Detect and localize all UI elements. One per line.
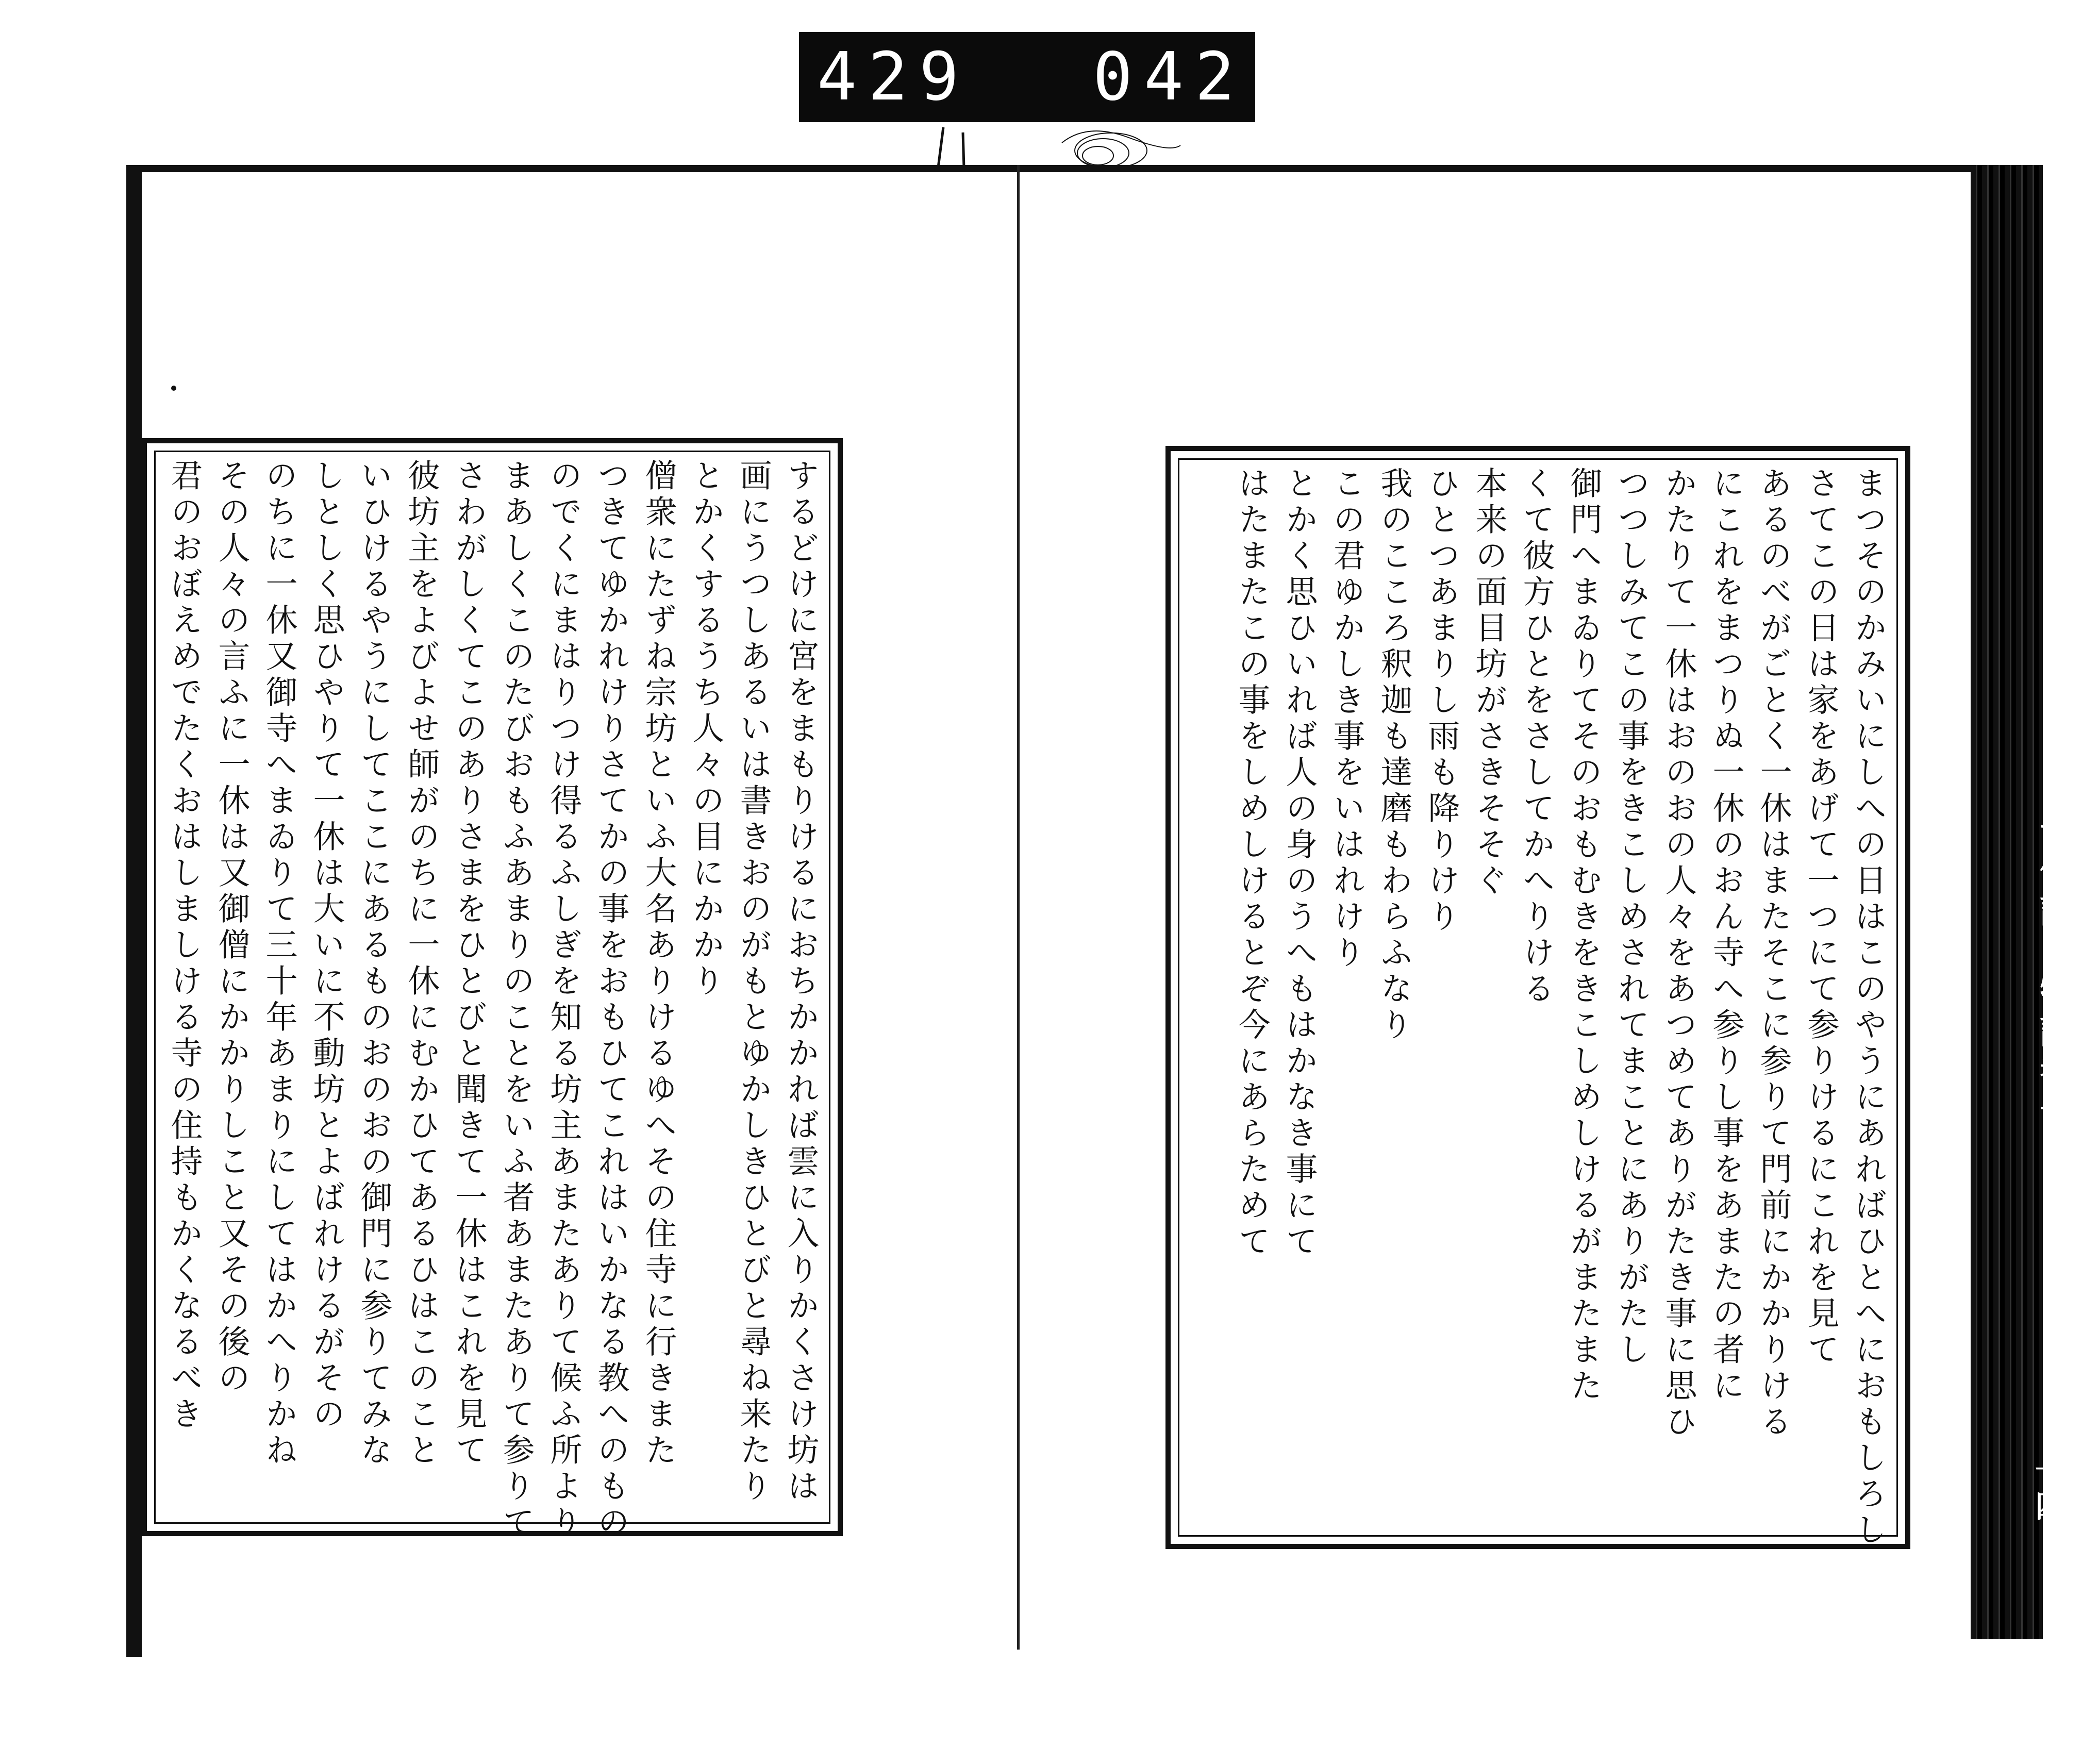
text-column: するどけに宮をまもりけるにおちかかれば雲に入りかくさけ坊は bbox=[782, 459, 820, 1505]
ink-speck bbox=[171, 386, 176, 391]
text-column: 君のおぼえめでたくおはしましける寺の住持もかくなるべき bbox=[165, 459, 203, 1433]
text-column: のでくにまはりつけ得るふしぎを知る坊主あまたありて候ふ所より bbox=[545, 459, 582, 1541]
left-columns bbox=[160, 459, 824, 1541]
left-text-frame bbox=[142, 438, 843, 1541]
book-spread bbox=[126, 165, 2077, 1650]
text-column: くて彼方ひとをさしてかへりける bbox=[1518, 467, 1555, 1008]
right-hanshin-title: 一休諸国物語巻一 bbox=[2034, 809, 2077, 1131]
accession-label bbox=[799, 32, 1297, 122]
text-column: はたまたこの事をしめしけるとぞ今にあらためて bbox=[1233, 467, 1271, 1260]
text-column: 僧衆にたずね宗坊といふ大名ありけるゆへその住寺に行きまた bbox=[640, 459, 677, 1469]
text-column: 我のこころ釈迦も達磨もわらふなり bbox=[1375, 467, 1413, 1044]
text-column: あるのべがごとく一休はまたそこに参りて門前にかかりける bbox=[1755, 467, 1792, 1441]
text-column: さてこの日は家をあげて一つにて参りけるにこれを見て bbox=[1802, 467, 1840, 1369]
text-column: にこれをまつりぬ一休のおん寺へ参りし事をあまたの者に bbox=[1707, 467, 1745, 1405]
accession-number-right: 042. bbox=[1093, 39, 1297, 115]
text-column: かたりて一休はおのおの人々をあつめてありがたき事に思ひ bbox=[1660, 467, 1697, 1441]
text-column: とかく思ひいれば人の身のうへもはかなき事にて bbox=[1280, 467, 1318, 1260]
accession-number-left: 429 bbox=[817, 39, 971, 115]
right-text-frame bbox=[1165, 446, 1910, 1549]
text-column: 御門へまゐりてそのおもむきをきこしめしけるがまたまた bbox=[1565, 467, 1603, 1405]
text-column: 彼坊主をよびよせ師がのちに一休にむかひてあるひはこのこと bbox=[403, 459, 440, 1469]
text-column: さわがしくてこのありさまをひとびと聞きて一休はこれを見て bbox=[450, 459, 488, 1469]
binding-thread-icon bbox=[933, 122, 1191, 169]
text-column: この君ゆかしき事をいはれけり bbox=[1328, 467, 1365, 972]
text-column: つきてゆかれけりさてかの事をおもひてこれはいかなる教へのもの bbox=[592, 459, 630, 1541]
text-column: のちに一休又御寺へまゐりて三十年あまりにしてはかへりかね bbox=[260, 459, 298, 1469]
text-column: つつしみてこの事をきこしめされてまことにありがたし bbox=[1612, 467, 1650, 1369]
text-column: まつそのかみいにしへの日はこのやうにあればひとへにおもしろし bbox=[1850, 467, 1887, 1549]
text-column: しとしく思ひやりて一休は大いに不動坊とよばれけるがその bbox=[308, 459, 345, 1433]
text-column: その人々の言ふに一休は又御僧にかかりしこと又その後の bbox=[213, 459, 251, 1397]
text-column: とかくするうち人々の目にかかり bbox=[687, 459, 725, 1000]
right-folio: 廿四 bbox=[2030, 1459, 2066, 1521]
text-column: まあしくこのたびおもふあまりのことをいふ者あまたありて参りて bbox=[497, 459, 535, 1541]
text-column: ひとつあまりし雨も降りけり bbox=[1423, 467, 1460, 936]
text-column: 画にうつしあるいは書きおのがもとゆかしきひとびと尋ね来たり bbox=[735, 459, 772, 1505]
text-column: 本来の面目坊がさきそそぐ bbox=[1470, 467, 1508, 900]
text-column: いひけるやうにしてここにあるものおのおの御門に参りてみな bbox=[355, 459, 393, 1469]
right-columns bbox=[1184, 467, 1892, 1549]
